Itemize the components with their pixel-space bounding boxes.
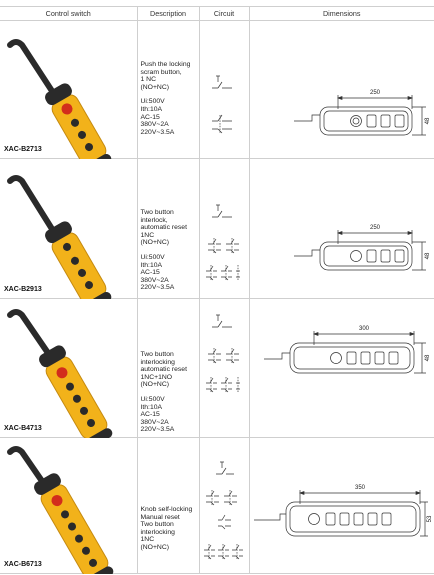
desc-line: interlocking: [140, 528, 175, 536]
pendant-photo-icon: [0, 21, 137, 159]
desc-line: automatic reset: [140, 224, 187, 232]
model-number: XAC-B2913: [4, 286, 42, 293]
desc-line: (NO+NC): [140, 543, 170, 551]
spec-line: AC-15: [140, 269, 160, 277]
spec-line: Ith:10A: [140, 105, 163, 113]
control-switch-cell: [0, 21, 137, 159]
height-dimension: 48: [424, 354, 431, 362]
spec-line: Ith:10A: [140, 403, 163, 411]
header-control-switch: Control switch: [0, 7, 137, 21]
spec-line: 380V~2A: [140, 276, 169, 284]
height-dimension: 48: [424, 252, 431, 260]
circuit-cell: [199, 438, 249, 574]
table-row: [0, 159, 434, 299]
spec-table: [0, 6, 434, 574]
desc-line: interlock,: [140, 216, 168, 224]
pendant-outline-drawing-icon: [250, 21, 434, 159]
desc-line: 1NC: [140, 231, 155, 239]
table-row: [0, 21, 434, 159]
table-row: [0, 438, 434, 574]
table-row: [0, 299, 434, 438]
spec-line: 220V~3.5A: [140, 426, 175, 434]
length-dimension: 250: [369, 90, 380, 96]
height-dimension: 48: [424, 117, 431, 125]
control-switch-cell: [0, 159, 137, 299]
spec-line: Ith:10A: [140, 261, 163, 269]
spec-line: Ui:500V: [140, 253, 165, 261]
pendant-photo-icon: [0, 438, 137, 574]
desc-line: Two button: [140, 521, 174, 529]
desc-line: 1 NC: [140, 76, 156, 84]
model-number: XAC-B4713: [4, 425, 42, 432]
dimensions-cell: [249, 299, 434, 438]
circuit-cell: [199, 299, 249, 438]
desc-line: (NO+NC): [140, 239, 170, 247]
dimensions-cell: [249, 21, 434, 159]
spec-line: 220V~3.5A: [140, 128, 175, 136]
spec-line: 380V~2A: [140, 121, 169, 129]
description-cell: [137, 299, 199, 438]
desc-line: interlocking: [140, 358, 175, 366]
length-dimension: 300: [358, 326, 369, 332]
circuit-cell: [199, 159, 249, 299]
dimensions-cell: [249, 438, 434, 574]
dimensions-cell: [249, 159, 434, 299]
pendant-photo-icon: [0, 159, 137, 299]
desc-line: 1NC: [140, 536, 155, 544]
description-cell: [137, 159, 199, 299]
desc-line: scram button,: [140, 68, 182, 76]
spec-line: Ui:500V: [140, 395, 165, 403]
pendant-photo-icon: [0, 299, 137, 438]
pendant-outline-drawing-icon: [250, 299, 434, 438]
desc-line: Two button: [140, 351, 174, 358]
interlock-contact-symbol-icon: [200, 299, 250, 438]
desc-line: Two button: [140, 209, 174, 216]
desc-line: (NO+NC): [140, 381, 170, 389]
circuit-cell: [199, 21, 249, 159]
model-number: XAC-B6713: [4, 561, 42, 568]
control-switch-cell: [0, 299, 137, 438]
desc-line: (NO+NC): [140, 83, 170, 91]
height-dimension: 53: [426, 515, 433, 523]
interlock-contact-symbol-icon: [200, 438, 250, 574]
control-switch-cell: [0, 438, 137, 574]
length-dimension: 350: [354, 485, 365, 491]
nc-contact-symbol-icon: [200, 21, 250, 159]
model-number: XAC-B2713: [4, 146, 42, 153]
spec-line: AC-15: [140, 113, 160, 121]
pendant-outline-drawing-icon: [250, 438, 434, 574]
header-description: Description: [137, 7, 199, 21]
pendant-outline-drawing-icon: [250, 159, 434, 299]
spec-line: 380V~2A: [140, 418, 169, 426]
description-cell: [137, 438, 199, 574]
header-row: [0, 7, 434, 21]
header-dimensions: Dimensions: [249, 7, 434, 21]
description-cell: [137, 21, 199, 159]
desc-line: Manual reset: [140, 513, 180, 521]
desc-line: Push the locking: [140, 61, 191, 68]
spec-line: AC-15: [140, 411, 160, 419]
header-circuit: Circuit: [199, 7, 249, 21]
desc-line: Knob self-locking: [140, 506, 193, 513]
length-dimension: 250: [369, 225, 380, 231]
interlock-contact-symbol-icon: [200, 159, 250, 299]
desc-line: automatic reset: [140, 366, 187, 374]
desc-line: 1NC+1NO: [140, 373, 173, 381]
spec-line: Ui:500V: [140, 98, 165, 106]
spec-line: 220V~3.5A: [140, 284, 175, 292]
